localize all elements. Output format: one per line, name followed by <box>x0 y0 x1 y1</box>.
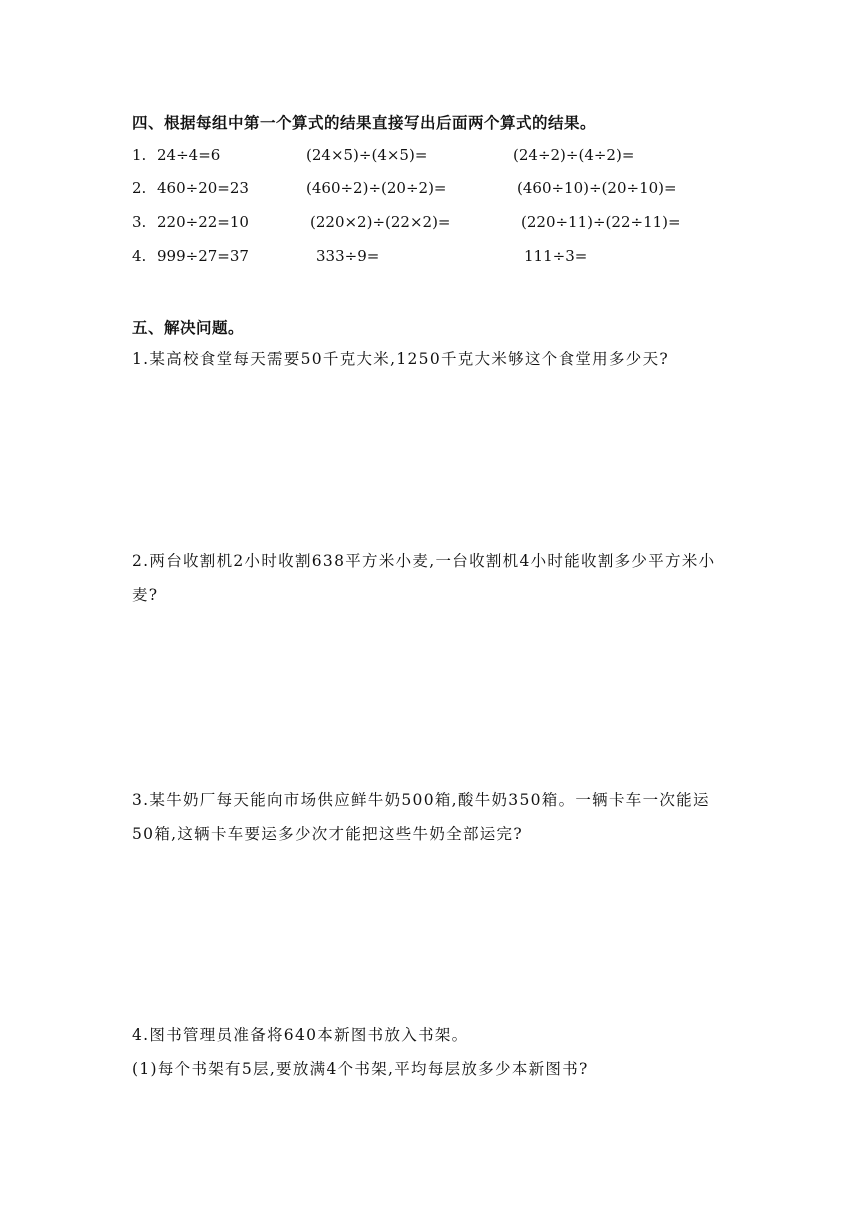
row-number: 3. <box>132 213 147 231</box>
given-equation: 999÷27=37 <box>157 247 249 265</box>
section-4-title: 四、根据每组中第一个算式的结果直接写出后面两个算式的结果。 <box>132 114 597 132</box>
expression-2: (460÷10)÷(20÷10)= <box>517 179 677 197</box>
expression-1: (460÷2)÷(20÷2)= <box>306 179 447 197</box>
row-number: 4. <box>132 247 147 265</box>
word-problem-4-subquestion: (1)每个书架有5层,要放满4个书架,平均每层放多少本新图书? <box>132 1060 589 1078</box>
expression-1: 333÷9= <box>316 247 380 265</box>
given-equation: 460÷20=23 <box>157 179 249 197</box>
row-number: 2. <box>132 179 147 197</box>
section-5-title: 五、解决问题。 <box>132 319 245 337</box>
given-equation: 24÷4=6 <box>157 146 221 164</box>
word-problem-4: 4.图书管理员准备将640本新图书放入书架。 <box>132 1026 469 1044</box>
expression-2: (220÷11)÷(22÷11)= <box>521 213 681 231</box>
expression-2: (24÷2)÷(4÷2)= <box>513 146 635 164</box>
expression-1: (220×2)÷(22×2)= <box>310 213 451 231</box>
expression-1: (24×5)÷(4×5)= <box>306 146 428 164</box>
expression-2: 111÷3= <box>524 247 588 265</box>
word-problem-1: 1.某高校食堂每天需要50千克大米,1250千克大米够这个食堂用多少天? <box>132 350 669 368</box>
row-number: 1. <box>132 146 147 164</box>
word-problem-3: 3.某牛奶厂每天能向市场供应鲜牛奶500箱,酸牛奶350箱。一辆卡车一次能运50箱,这辆卡车要运多少次才能把这些牛奶全部运完? <box>132 791 710 843</box>
given-equation: 220÷22=10 <box>157 213 249 231</box>
word-problem-2: 2.两台收割机2小时收割638平方米小麦,一台收割机4小时能收割多少平方米小麦? <box>132 552 716 604</box>
